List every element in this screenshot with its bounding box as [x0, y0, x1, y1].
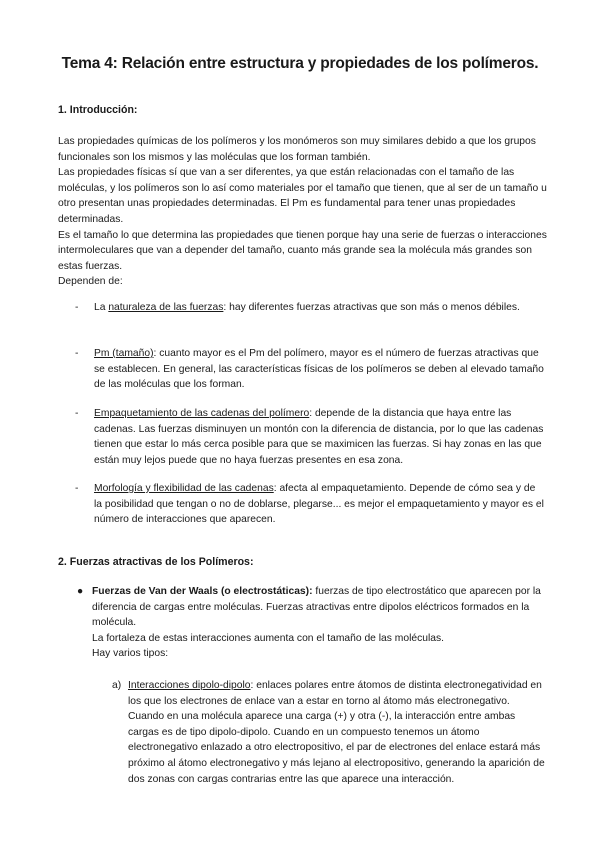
- list-item-text: : cuanto mayor es el Pm del polímero, mayor es el número de fuerzas atractivas que se establecen. En general, las características físicas de los polímeros se deben al elevado tamaño de las moléculas que los forman.: [94, 348, 544, 391]
- list-item: [75, 406, 545, 468]
- list-item-term: naturaleza de las fuerzas: [108, 302, 224, 313]
- list-item: [75, 300, 545, 316]
- list-item-term: Empaquetamiento de las cadenas del polímero: [94, 408, 310, 419]
- sub-item-term: Interacciones dipolo-dipolo: [128, 680, 251, 691]
- section-2-heading: 2. Fuerzas atractivas de los Polímeros:: [58, 556, 254, 568]
- document-title: Tema 4: Relación entre estructura y propiedades de los polímeros.: [61, 55, 539, 72]
- bullet-text: fuerzas de tipo electrostático que aparecen por la diferencia de cargas entre moléculas. Fuerzas atractivas entre dipolos eléctricos formados en la molécula.: [92, 586, 541, 629]
- list-item-prefix: La: [94, 302, 109, 313]
- bullet-term: Fuerzas de Van der Waals (o electrostáticas):: [92, 586, 313, 597]
- sub-item-text: : enlaces polares entre átomos de distinta electronegatividad en los que los electrones de enlace van a estar en torno al átomo más electronegativo. Cuando en una molécula aparece una carga (+) y otra (-), la interacción entre ambas cargas es de tipo dipolo-dipolo. Cuando en un compuesto tenemos un átomo electronegativo enlazado a otro electropositivo, el par de electrones del enlace estará más próximo al átomo electronegativo y más lejano al electropositivo, generando la aparición de dos zonas con cargas contrarias entre las que aparece una interacción.: [128, 680, 545, 785]
- dash-marker: -: [75, 302, 79, 313]
- sub-list-item: [112, 678, 548, 787]
- dash-marker: -: [75, 348, 79, 359]
- section-1-paragraph: Las propiedades químicas de los polímeros y los monómeros son muy similares debido a que los grupos funcionales son los mismos y las moléculas que los forman también. Las propiedades físicas sí que van a ser diferentes, ya que están relacionadas con el tamaño de las moléculas, y los polímeros son lo así como materiales por el tamaño que tienen, que al ser de un tamaño u otro presentan unas propiedades determinadas. El Pm es fundamental para tener unas propiedades determinadas. Es el tamaño lo que determina las propiedades que tienen porque hay una serie de fuerzas o interacciones intermoleculares que van a depender del tamaño, cuanto más grande sea la molécula más grandes son estas fuerzas. Dependen de:: [58, 136, 547, 288]
- list-item-text: : hay diferentes fuerzas atractivas que son más o menos débiles.: [223, 302, 520, 313]
- sub-marker: a): [112, 680, 122, 691]
- bullet-marker: ●: [77, 586, 84, 597]
- bullet-item: [75, 584, 550, 662]
- list-item: [75, 346, 545, 393]
- dash-marker: -: [75, 408, 79, 419]
- list-item-term: Morfología y flexibilidad de las cadenas: [94, 483, 274, 494]
- list-item-term: Pm (tamaño): [94, 348, 154, 359]
- section-1-heading: 1. Introducción:: [58, 104, 138, 116]
- bullet-line-3: Hay varios tipos:: [92, 648, 169, 660]
- list-item: [75, 481, 545, 528]
- list-item-text: : afecta al empaquetamiento. Depende de cómo sea y de la posibilidad que tengan o no de doblarse, plegarse... es mejor el empaquetamiento y mayor es el número de interacciones que aparecen.: [94, 483, 544, 526]
- dash-marker: -: [75, 483, 79, 494]
- bullet-line-2: La fortaleza de estas interacciones aumenta con el tamaño de las moléculas.: [92, 632, 445, 644]
- list-item-text: : depende de la distancia que haya entre las cadenas. Las fuerzas disminuyen un montón con la diferencia de distancia, por lo que las cadenas tienen que estar lo más cerca posible para que se maximicen las fuerzas. Si hay zonas en las que están muy lejos puede que no haya fuerzas presentes en esa zona.: [94, 408, 544, 466]
